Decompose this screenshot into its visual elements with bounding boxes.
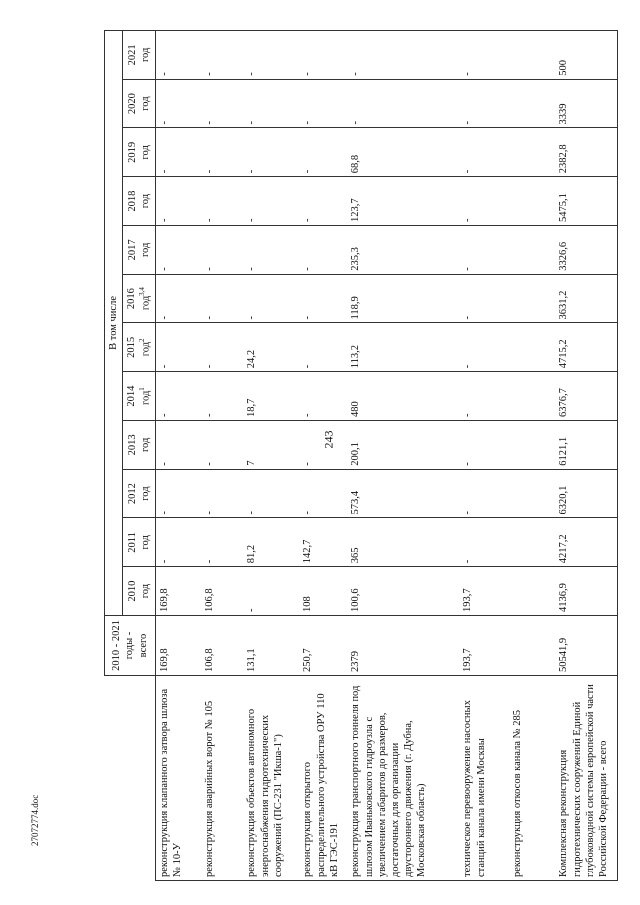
- year-label: 2013: [126, 434, 138, 456]
- row-value-2011: 81,2: [243, 518, 299, 567]
- row-value-2012: -: [201, 469, 243, 518]
- row-value-2014: [509, 372, 555, 421]
- row-value-2016: 3631,2: [555, 274, 617, 323]
- year-unit: год: [140, 193, 151, 209]
- year-label: 2011: [126, 532, 138, 553]
- row-value-2017: -: [299, 226, 347, 275]
- row-value-2015: -: [155, 323, 201, 372]
- header-group: В том числе: [105, 30, 123, 615]
- row-value-2014: 6376,7: [555, 372, 617, 421]
- row-value-2010: 106,8: [201, 567, 243, 616]
- row-value-2015: 24,2: [243, 323, 299, 372]
- table-row: [347, 30, 459, 880]
- row-value-2019: -: [299, 128, 347, 177]
- row-value-2013: [509, 421, 555, 470]
- year-footnote: 1: [138, 387, 147, 391]
- row-value-2020: -: [347, 79, 459, 128]
- row-value-2013: 6121,1: [555, 421, 617, 470]
- row-value-2015: -: [299, 323, 347, 372]
- row-value-2011: -: [155, 518, 201, 567]
- row-value-2017: -: [243, 226, 299, 275]
- year-footnote: 3,4: [138, 287, 147, 296]
- page-number: 243: [321, 430, 336, 449]
- row-value-2010: 4136,9: [555, 567, 617, 616]
- year-label: 2010: [126, 580, 138, 602]
- year-label: 2020: [126, 93, 138, 115]
- year-label: 2017: [126, 239, 138, 261]
- row-value-2019: -: [155, 128, 201, 177]
- row-value-2018: -: [459, 177, 509, 226]
- row-value-2020: -: [459, 79, 509, 128]
- header-year-2021: [123, 30, 156, 79]
- year-unit: год: [140, 145, 151, 160]
- row-value-2017: [509, 226, 555, 275]
- year-unit: год: [140, 535, 151, 550]
- row-value-2016: [509, 274, 555, 323]
- row-value-2012: 6320,1: [555, 469, 617, 518]
- investment-table: [104, 30, 618, 881]
- header-year-2019: [123, 128, 156, 177]
- row-value-2019: 68,8: [347, 128, 459, 177]
- row-value-2010: 100,6: [347, 567, 459, 616]
- year-unit: год: [140, 96, 151, 111]
- year-unit: год: [140, 583, 151, 599]
- row-value-2014: -: [201, 372, 243, 421]
- row-value-2011: 365: [347, 518, 459, 567]
- row-value-2011: 142,7: [299, 518, 347, 567]
- header-total: 2010 - 2021 годы - всего: [105, 616, 156, 676]
- row-value-2013: -: [459, 421, 509, 470]
- year-label: 2021: [126, 44, 138, 66]
- row-value-2014: -: [155, 372, 201, 421]
- table-row: [509, 30, 555, 880]
- year-unit: год: [140, 242, 151, 258]
- table-row: [459, 30, 509, 880]
- row-value-2018: -: [201, 177, 243, 226]
- row-value-2018: -: [155, 177, 201, 226]
- row-value-2011: 4217,2: [555, 518, 617, 567]
- row-name: реконструкция транспортного тоннеля под шлюзом Иваньковского гидроузла с увеличением габаритов до размеров, достаточных для организации двустороннего движения (г. Дубна, Московская область): [347, 676, 459, 881]
- row-value-2010: 193,7: [459, 567, 509, 616]
- row-value-2016: 118,9: [347, 274, 459, 323]
- row-total: 193,7: [459, 616, 509, 676]
- row-value-2013: 7: [243, 421, 299, 470]
- row-value-2019: -: [459, 128, 509, 177]
- row-value-2011: -: [459, 518, 509, 567]
- row-value-2021: -: [155, 30, 201, 79]
- header-year-2010: [123, 567, 156, 616]
- row-name: техническое перевооружение насосных станций канала имени Москвы: [459, 676, 509, 881]
- row-total: 169,8: [155, 616, 201, 676]
- data-table-container: [104, 31, 614, 881]
- row-value-2019: -: [243, 128, 299, 177]
- row-total: 131,1: [243, 616, 299, 676]
- year-label: 2014: [126, 385, 138, 407]
- year-unit: год: [140, 341, 152, 357]
- header-year-2018: [123, 177, 156, 226]
- row-value-2013: -: [201, 421, 243, 470]
- row-value-2014: 480: [347, 372, 459, 421]
- row-value-2017: 235,3: [347, 226, 459, 275]
- row-value-2021: -: [243, 30, 299, 79]
- year-unit: год: [140, 486, 151, 501]
- row-value-2010: [509, 567, 555, 616]
- row-value-2010: 108: [299, 567, 347, 616]
- table-body: [155, 30, 617, 880]
- header-row-group: [105, 30, 123, 880]
- row-value-2020: -: [299, 79, 347, 128]
- header-year-2012: [123, 469, 156, 518]
- row-value-2017: -: [459, 226, 509, 275]
- row-value-2010: 169,8: [155, 567, 201, 616]
- row-value-2021: -: [459, 30, 509, 79]
- document-id: 27072774.doc: [30, 794, 40, 846]
- row-name: Комплексная реконструкция гидротехнических сооружений Единой глубоководной системы европейской части Российской Федерации - всего: [555, 676, 617, 881]
- table-row: [555, 30, 617, 880]
- row-value-2014: -: [299, 372, 347, 421]
- year-label: 2019: [126, 141, 138, 163]
- row-value-2021: -: [299, 30, 347, 79]
- row-value-2020: -: [155, 79, 201, 128]
- row-value-2017: -: [155, 226, 201, 275]
- row-value-2012: -: [155, 469, 201, 518]
- row-name: реконструкция откосов канала № 285: [509, 676, 555, 881]
- row-value-2014: -: [459, 372, 509, 421]
- row-name: реконструкция открытого распределительного устройства ОРУ 110 кВ ГЭС-191: [299, 676, 347, 881]
- row-value-2016: -: [459, 274, 509, 323]
- row-value-2019: -: [201, 128, 243, 177]
- row-value-2013: -: [299, 421, 347, 470]
- header-year-2015: [123, 323, 156, 372]
- row-value-2018: [509, 177, 555, 226]
- row-value-2021: -: [201, 30, 243, 79]
- row-name: реконструкция аварийных ворот № 105: [201, 676, 243, 881]
- year-label: 2012: [126, 483, 138, 505]
- row-total: 2379: [347, 616, 459, 676]
- row-value-2012: [509, 469, 555, 518]
- row-value-2014: 18,7: [243, 372, 299, 421]
- row-value-2016: -: [243, 274, 299, 323]
- row-value-2016: -: [299, 274, 347, 323]
- header-year-2013: [123, 421, 156, 470]
- row-total: 50541,9: [555, 616, 617, 676]
- row-value-2015: [509, 323, 555, 372]
- row-value-2017: -: [201, 226, 243, 275]
- year-unit: год: [140, 437, 151, 453]
- header-name-cell: [105, 676, 156, 881]
- row-value-2021: 500: [555, 30, 617, 79]
- year-unit: год: [140, 47, 151, 62]
- row-total: 250,7: [299, 616, 347, 676]
- row-value-2020: [509, 79, 555, 128]
- header-year-2016: [123, 274, 156, 323]
- row-value-2011: -: [201, 518, 243, 567]
- row-value-2018: -: [243, 177, 299, 226]
- header-year-2017: [123, 226, 156, 275]
- row-value-2020: -: [243, 79, 299, 128]
- row-name: реконструкция объектов автономного энергоснабжения гидротехнических сооружений (ПС-231 "Икша-1"): [243, 676, 299, 881]
- row-value-2013: 200,1: [347, 421, 459, 470]
- row-value-2021: -: [347, 30, 459, 79]
- header-year-2014: [123, 372, 156, 421]
- row-total: 106,8: [201, 616, 243, 676]
- row-value-2016: -: [201, 274, 243, 323]
- year-unit: год: [140, 295, 152, 311]
- row-value-2015: -: [201, 323, 243, 372]
- year-label: 2016: [126, 288, 138, 310]
- row-total: [509, 616, 555, 676]
- header-year-2020: [123, 79, 156, 128]
- table-row: [155, 30, 201, 880]
- row-value-2015: 4715,2: [555, 323, 617, 372]
- year-label: 2018: [126, 190, 138, 212]
- row-value-2017: 3326,6: [555, 226, 617, 275]
- row-value-2015: -: [459, 323, 509, 372]
- table-row: [243, 30, 299, 880]
- row-value-2011: [509, 518, 555, 567]
- header-year-2011: [123, 518, 156, 567]
- row-value-2012: -: [243, 469, 299, 518]
- table-row: [201, 30, 243, 880]
- row-value-2020: 3339: [555, 79, 617, 128]
- year-footnote: 2: [138, 338, 147, 342]
- row-value-2021: [509, 30, 555, 79]
- row-value-2012: -: [299, 469, 347, 518]
- row-value-2012: -: [459, 469, 509, 518]
- row-value-2020: -: [201, 79, 243, 128]
- row-value-2018: 5475,1: [555, 177, 617, 226]
- row-value-2010: -: [243, 567, 299, 616]
- row-value-2013: -: [155, 421, 201, 470]
- year-label: 2015: [126, 336, 138, 358]
- table-row: [299, 30, 347, 880]
- row-value-2012: 573,4: [347, 469, 459, 518]
- row-value-2018: -: [299, 177, 347, 226]
- row-name: реконструкция клапанного затвора шлюза № 10-У: [155, 676, 201, 881]
- row-value-2015: 113,2: [347, 323, 459, 372]
- row-value-2019: [509, 128, 555, 177]
- row-value-2019: 2382,8: [555, 128, 617, 177]
- row-value-2016: -: [155, 274, 201, 323]
- row-value-2018: 123,7: [347, 177, 459, 226]
- year-unit: год: [140, 390, 152, 406]
